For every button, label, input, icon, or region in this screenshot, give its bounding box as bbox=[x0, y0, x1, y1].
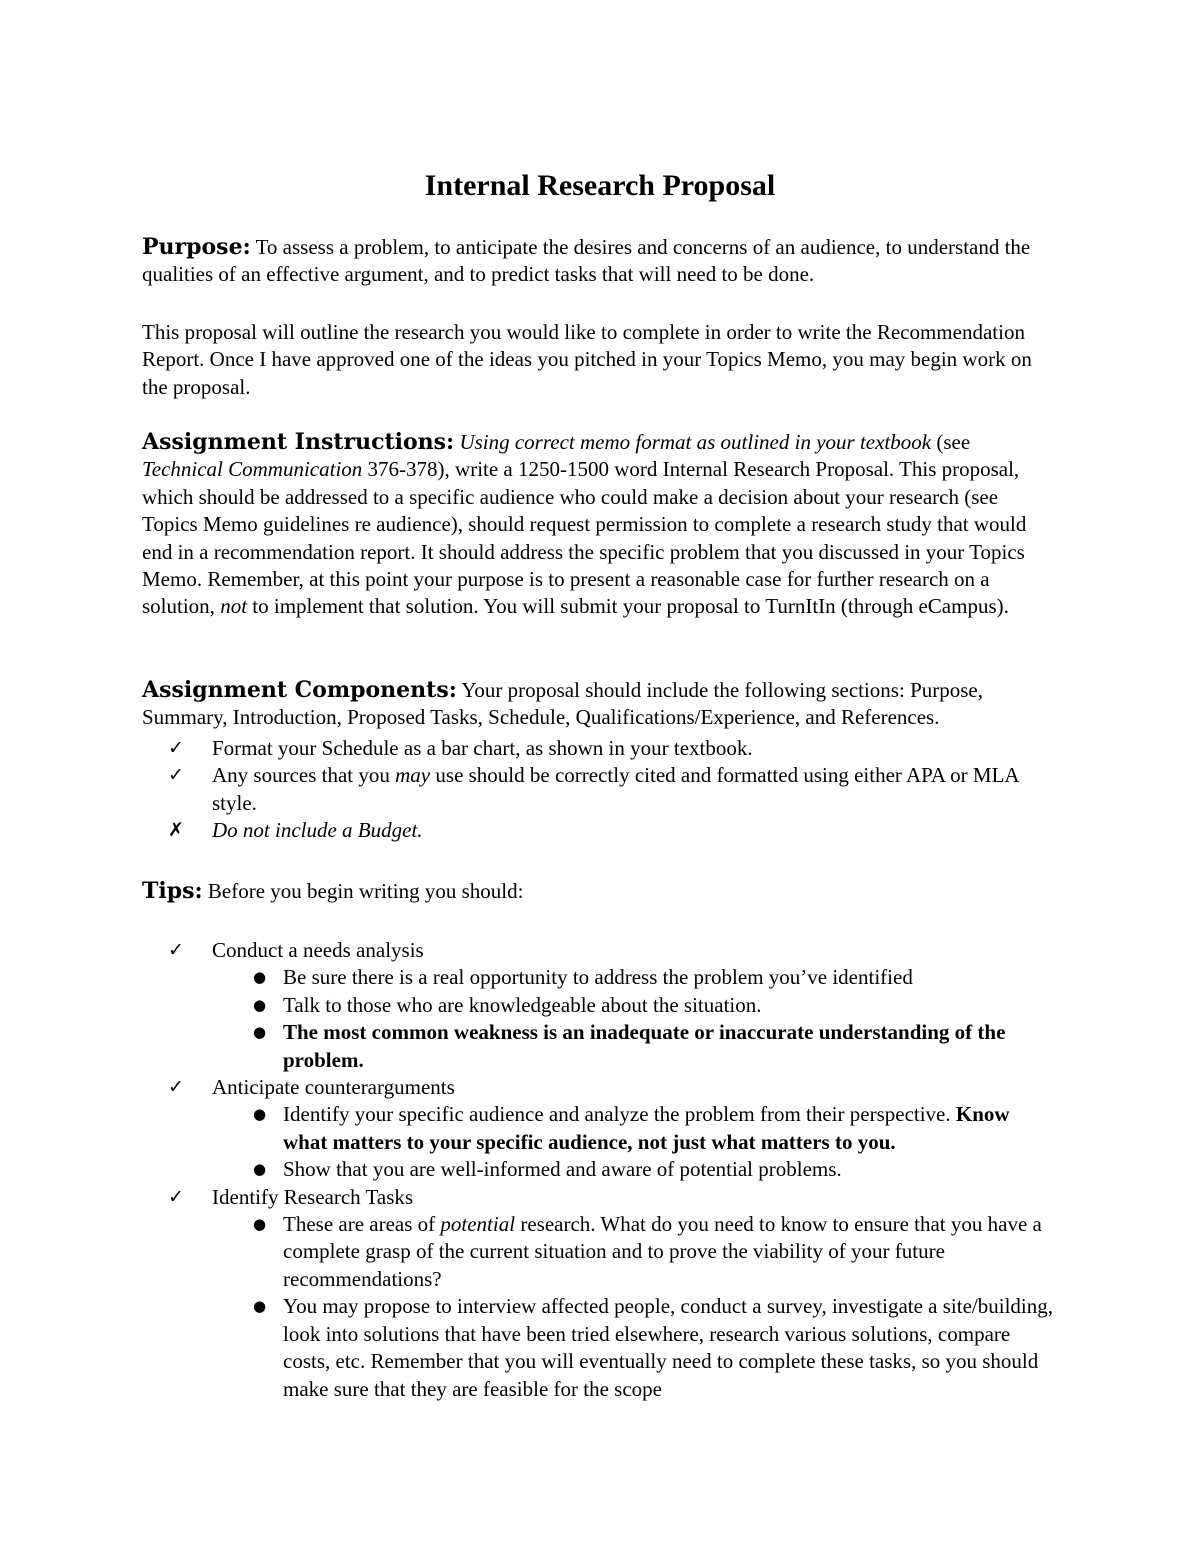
list-item-text: Format your Schedule as a bar chart, as shown in your textbook. bbox=[212, 736, 753, 760]
instructions-section bbox=[142, 429, 1056, 621]
tip-group-label: Conduct a needs analysis bbox=[212, 938, 424, 962]
page-title: Internal Research Proposal bbox=[424, 169, 776, 202]
not-emphasis: not bbox=[220, 594, 248, 619]
potential-emphasis: potential bbox=[440, 1212, 516, 1237]
bullet-icon: ● bbox=[253, 1023, 267, 1042]
bullet-text-bold: Know what matters to your specific audience, not just what matters to you. bbox=[283, 1102, 1010, 1154]
instructions-italic-lead: Using correct memo format as outlined in your textbook bbox=[459, 430, 932, 454]
bullet-text: These are areas of bbox=[283, 1212, 441, 1237]
check-icon: ✓ bbox=[168, 939, 184, 961]
bullet-item bbox=[212, 1293, 1056, 1403]
list-item bbox=[142, 817, 1056, 844]
check-icon: ✓ bbox=[168, 737, 184, 759]
bullet-icon: ● bbox=[253, 1215, 267, 1234]
tips-list bbox=[142, 937, 1056, 1403]
tip-group bbox=[142, 1074, 1056, 1184]
may-emphasis: may bbox=[395, 763, 431, 788]
tips-heading: Tips: bbox=[142, 878, 203, 904]
bullet-icon: ● bbox=[253, 1105, 267, 1124]
bullet-text: You may propose to interview affected people, conduct a survey, investigate a site/building, look into solutions that have been tried elsewhere, research various solutions, compare costs, etc. Remember that you will eventually need to complete these tasks, so you should make sure that they are feasible for the scope bbox=[283, 1294, 1054, 1401]
bullet-icon: ● bbox=[253, 968, 267, 987]
bullet-icon: ● bbox=[253, 995, 267, 1014]
tip-group bbox=[142, 1184, 1056, 1403]
instructions-part1: (see bbox=[931, 430, 971, 454]
list-item-text: Any sources that you bbox=[212, 763, 396, 788]
instructions-part2: 376-378), write a 1250-1500 word Internal Research Proposal. This proposal, which should be addressed to a specific audience who could make a decision about your research (see Topics Memo guidelines re audience), should request permission to complete a research study that would end in a recommendation report. It should address the specific problem that you discussed in your Topics Memo. Remember, at this point your purpose is to present a reasonable case for further research on a solution, bbox=[142, 457, 1027, 619]
tip-bullets bbox=[212, 964, 1056, 1074]
bullet-text: The most common weakness is an inadequate or inaccurate understanding of the problem. bbox=[283, 1020, 1006, 1072]
instructions-heading: Assignment Instructions: bbox=[142, 429, 455, 455]
bullet-text: Identify your specific audience and analyze the problem from their perspective. bbox=[283, 1102, 951, 1127]
bullet-item bbox=[212, 1211, 1056, 1293]
bullet-text: research. What do you need to know to ensure that you have a complete grasp of the current situation and to prove the viability of your future recommendations? bbox=[283, 1212, 1042, 1291]
bullet-item bbox=[212, 992, 1056, 1019]
tip-group-label: Identify Research Tasks bbox=[212, 1184, 414, 1209]
tip-bullets bbox=[212, 1101, 1056, 1183]
bullet-item bbox=[212, 964, 1056, 991]
bullet-text: Show that you are well-informed and aware of potential problems. bbox=[283, 1157, 842, 1182]
bullet-text: Talk to those who are knowledgeable about the situation. bbox=[283, 992, 762, 1017]
components-heading: Assignment Components: bbox=[142, 677, 457, 703]
tip-group-label: Anticipate counterarguments bbox=[212, 1075, 455, 1100]
components-list bbox=[142, 735, 1056, 845]
check-icon: ✓ bbox=[168, 1076, 184, 1099]
bullet-text: Be sure there is a real opportunity to address the problem you’ve identified bbox=[283, 965, 913, 990]
components-text: Your proposal should include the following sections: Purpose, Summary, Introduction, Proposed Tasks, Schedule, Qualifications/Experience, and References. bbox=[142, 678, 983, 730]
tips-text: Before you begin writing you should: bbox=[202, 879, 524, 903]
list-item bbox=[142, 762, 1056, 817]
list-item bbox=[142, 735, 1056, 762]
bullet-item bbox=[212, 1019, 1056, 1074]
tip-bullets bbox=[212, 1211, 1056, 1403]
check-icon: ✓ bbox=[168, 1185, 184, 1208]
bullet-item bbox=[212, 1156, 1056, 1183]
intro-paragraph: This proposal will outline the research you would like to complete in order to write the Recommendation Report. Once I have approved one of the ideas you pitched in your Topics Memo, you may begin work on the proposal. bbox=[142, 320, 1032, 399]
list-item-text: Do not include a Budget. bbox=[212, 818, 423, 843]
check-icon: ✓ bbox=[168, 764, 184, 787]
tip-group bbox=[142, 937, 1056, 1074]
book-title: Technical Communication bbox=[142, 457, 363, 482]
purpose-text: To assess a problem, to anticipate the desires and concerns of an audience, to understand the qualities of an effective argument, and to predict tasks that will need to be done. bbox=[142, 235, 1031, 287]
tips-section bbox=[142, 878, 1056, 905]
components-section bbox=[142, 677, 1056, 732]
bullet-icon: ● bbox=[253, 1297, 267, 1316]
bullet-icon: ● bbox=[253, 1160, 267, 1179]
instructions-part3: to implement that solution. You will submit your proposal to TurnItIn (through eCampus). bbox=[247, 594, 1009, 619]
purpose-heading: Purpose: bbox=[142, 234, 251, 260]
bullet-item bbox=[212, 1101, 1056, 1156]
purpose-section bbox=[142, 234, 1056, 289]
cross-icon: ✗ bbox=[168, 819, 184, 842]
list-item-text: use should be correctly cited and formatted using either APA or MLA style. bbox=[212, 763, 1019, 815]
